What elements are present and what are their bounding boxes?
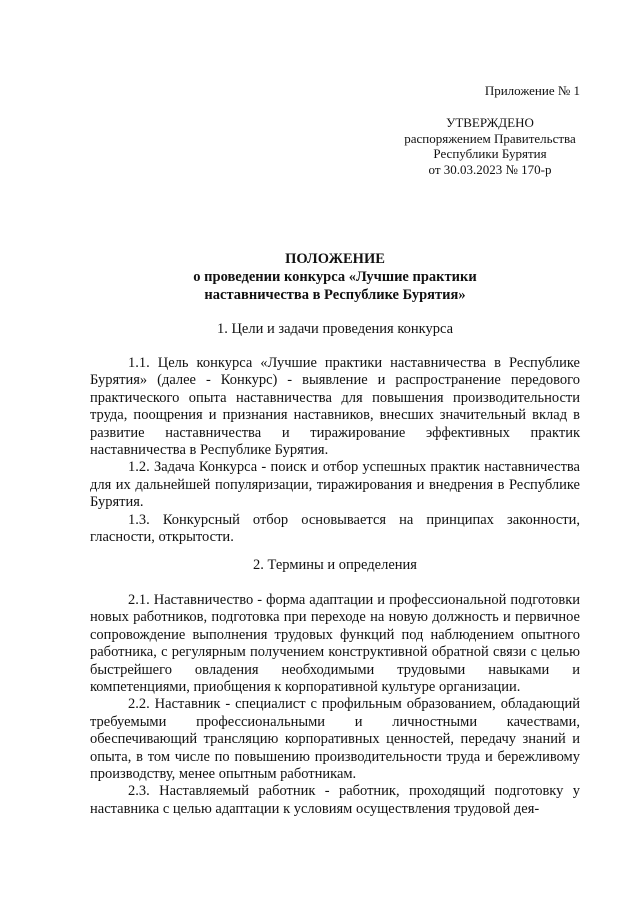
approval-line: от 30.03.2023 № 170-р <box>428 161 552 177</box>
paragraph: 1.3. Конкурсный отбор основывается на принципах законности, гласности, открытости. <box>90 511 580 546</box>
paragraph: 1.1. Цель конкурса «Лучшие практики наставничества в Республике Бурятия» (далее - Конкурс) - выявление и распространение передового практического опыта наставничества для повышения производительности труда, поощрения и признания наставников, внесших значительный вклад в развитие наставничества и тиражирование эффективных практик наставничества в Республике Бурятия. <box>90 355 580 459</box>
title-main: ПОЛОЖЕНИЕ <box>285 251 385 267</box>
paragraph: 2.2. Наставник - специалист с профильным образованием, обладающий требуемыми профессиональными и личностными качествами, обеспечивающий трансляцию корпоративных ценностей, передачу знаний и опыта, в том числе по повышению производительности труда и бережливому производству, менее опытным работникам. <box>90 696 580 783</box>
paragraph: 1.2. Задача Конкурса - поиск и отбор успешных практик наставничества для их дальнейшей популяризации, тиражирования и внедрения в Республике Бурятия. <box>90 459 580 511</box>
approval-line: Республики Бурятия <box>433 146 547 161</box>
title-line: наставничества в Республике Бурятия» <box>204 287 466 303</box>
appendix-label: Приложение № 1 <box>484 83 580 98</box>
section-body <box>90 355 580 546</box>
section-heading: 1. Цели и задачи проведения конкурса <box>216 321 454 337</box>
title-line: о проведении конкурса «Лучшие практики <box>193 269 477 285</box>
document-title <box>90 250 580 304</box>
paragraph: 2.1. Наставничество - форма адаптации и профессиональной подготовки новых работников, подготовка при переходе на новую должность и первичное сопровождение выполнения трудовых функций под наблюдением опытного работника, с регулярным получением конструктивной обратной связи с целью быстрейшего овладения необходимыми трудовыми навыками и компетенциями, приобщения к корпоративной культуре организации. <box>90 592 580 696</box>
section-body <box>90 592 580 818</box>
approved-label: УТВЕРЖДЕНО <box>446 115 534 130</box>
section-heading: 2. Термины и определения <box>253 557 417 573</box>
paragraph: 2.3. Наставляемый работник - работник, проходящий подготовку у наставника с целью адаптации к условиям осуществления трудовой дея- <box>90 783 580 817</box>
approval-line: распоряжением Правительства <box>404 130 576 146</box>
approval-stamp-block <box>380 115 600 177</box>
